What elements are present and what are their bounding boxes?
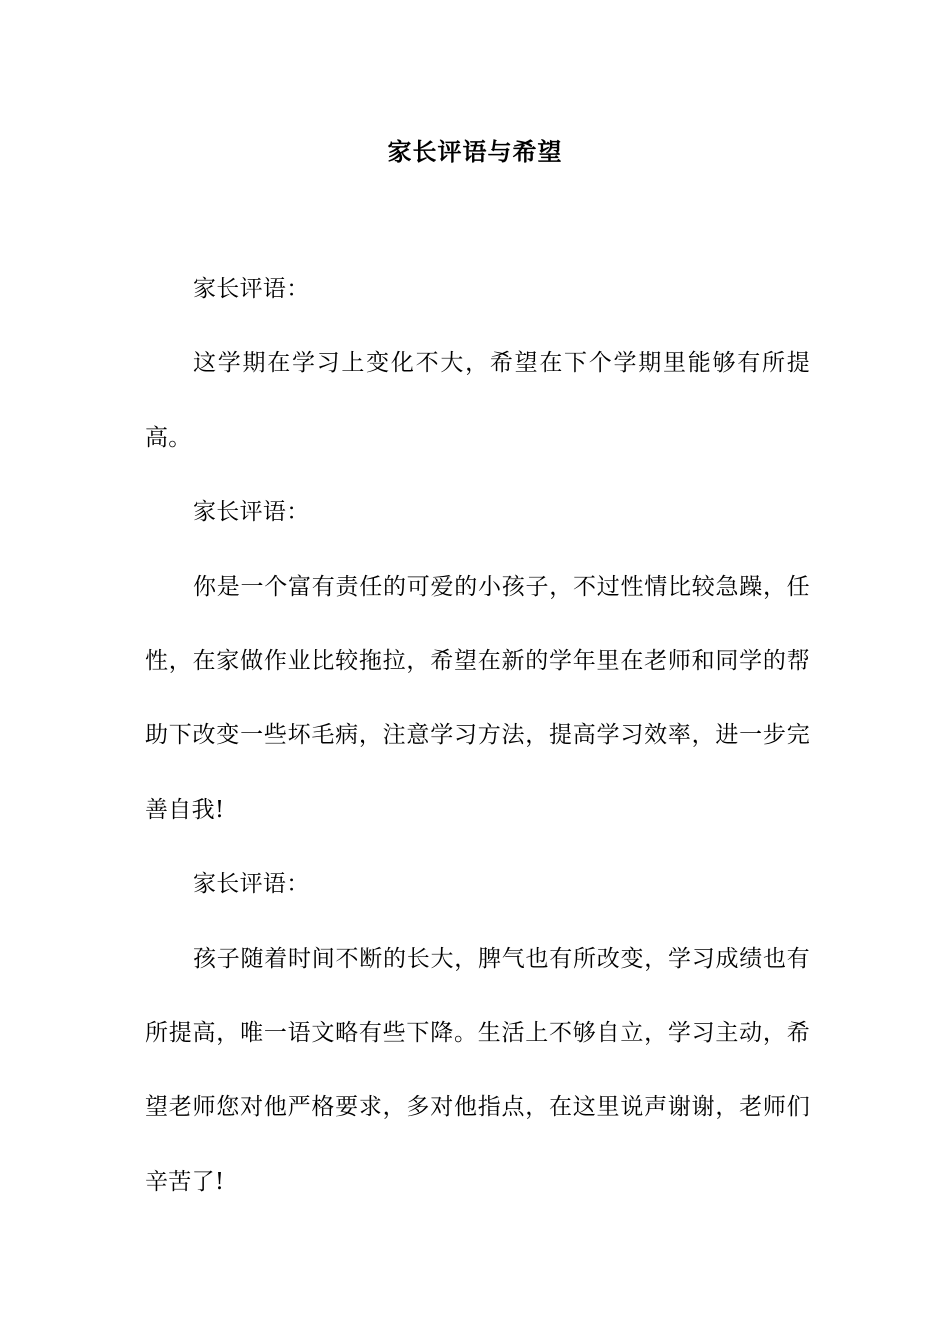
paragraph-comment-1: 这学期在学习上变化不大，希望在下个学期里能够有所提高。: [145, 350, 810, 451]
paragraph-label-3: 家长评语：: [193, 871, 310, 898]
document-body: [145, 252, 810, 1219]
paragraph-comment-2: 你是一个富有责任的可爱的小孩子，不过性情比较急躁，任性，在家做作业比较拖拉，希望在新的学年里在老师和同学的帮助下改变一些坏毛病，注意学习方法，提高学习效率，进一步完善自我!: [145, 573, 810, 823]
document-title: 家长评语与希望: [387, 137, 563, 166]
paragraph-comment-3: 孩子随着时间不断的长大，脾气也有所改变，学习成绩也有所提高，唯一语文略有些下降。生活上不够自立，学习主动，希望老师您对他严格要求，多对他指点，在这里说声谢谢，老师们辛苦了!: [145, 945, 810, 1195]
paragraph-label-1: 家长评语：: [193, 276, 310, 302]
paragraph-label-2: 家长评语：: [193, 499, 310, 526]
